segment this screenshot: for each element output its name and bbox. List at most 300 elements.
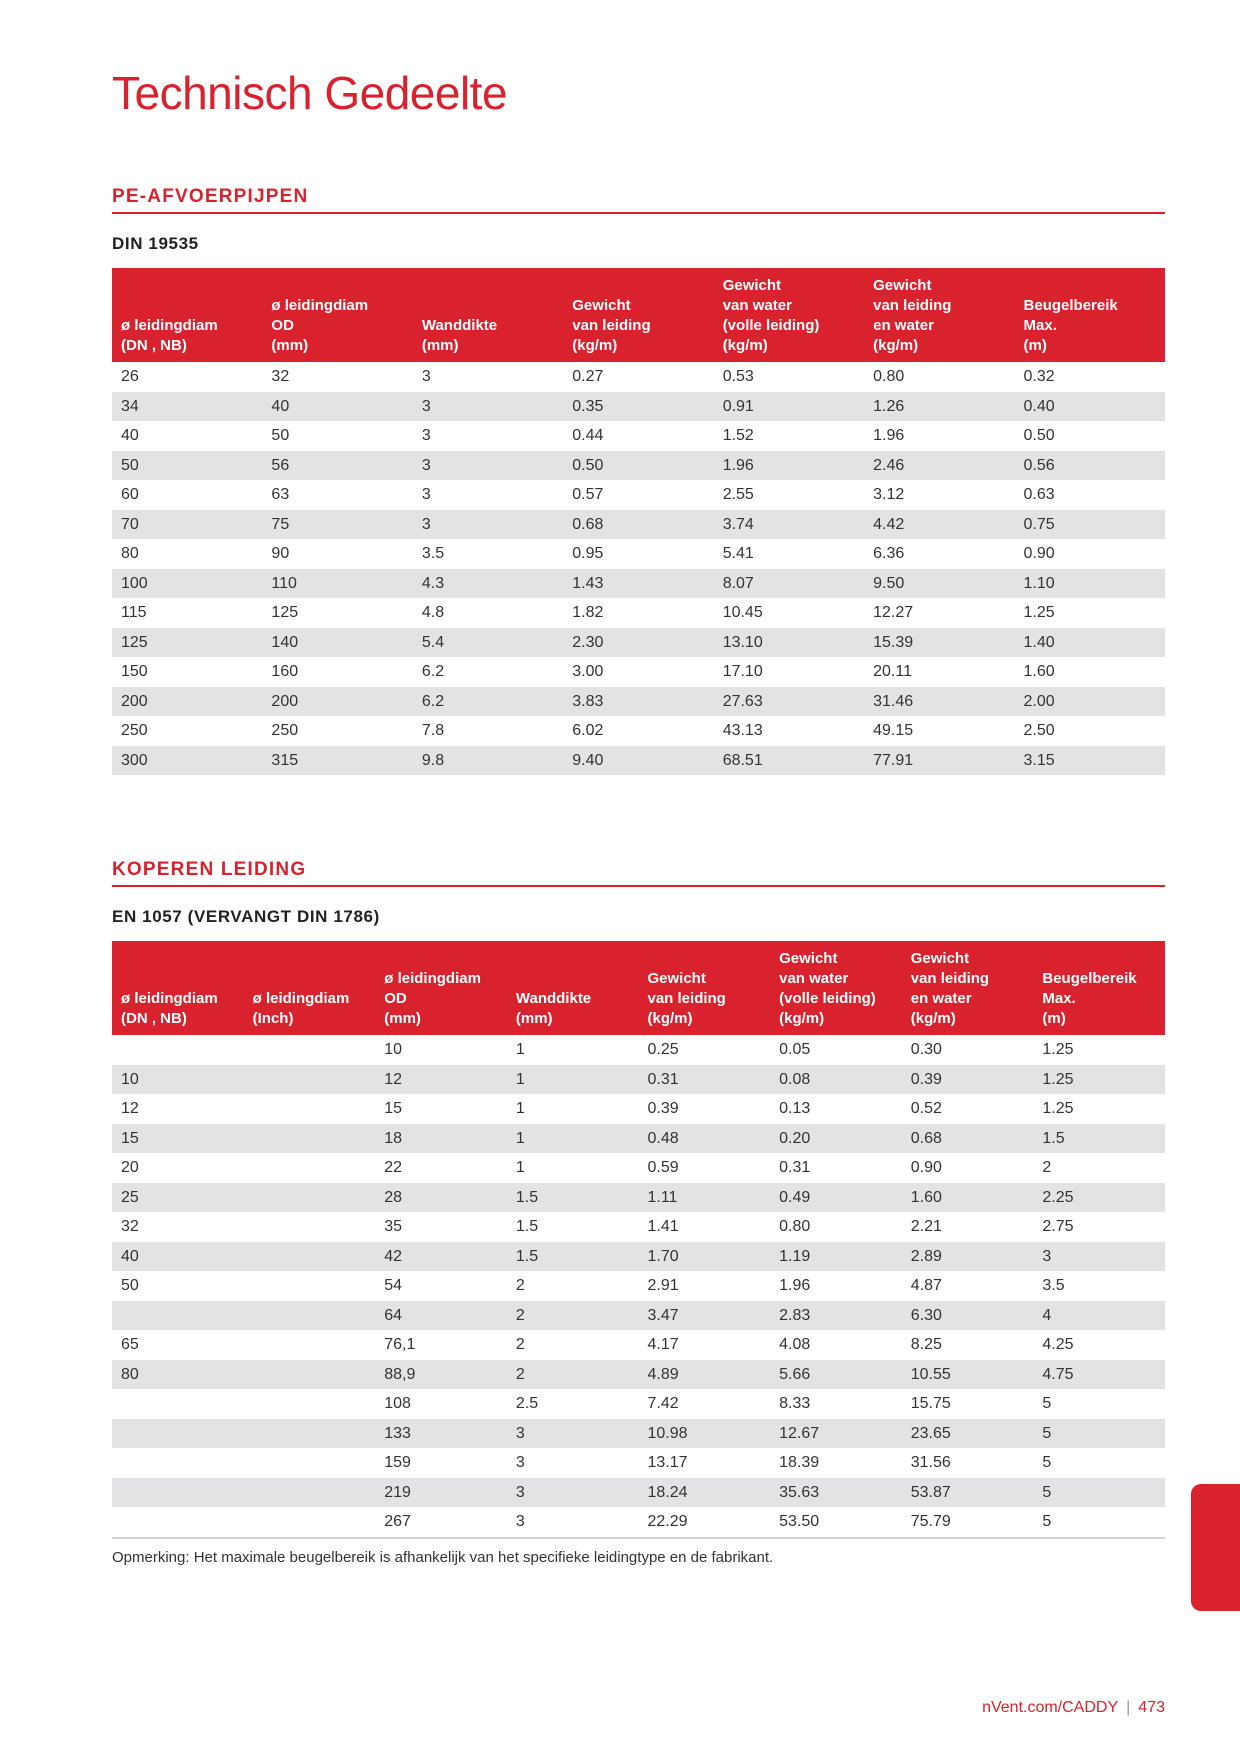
table-cell: 60 [121,486,139,503]
table-row [112,1183,1165,1213]
table-cell [244,1389,376,1419]
table-cell: 1.60 [902,1183,1034,1213]
table-cell: 63 [271,486,290,503]
table-cell: 8.33 [779,1395,811,1412]
table-cell: 10.45 [722,604,763,621]
table-cell: 1 [507,1065,639,1095]
table-cell: 2.25 [1033,1183,1165,1213]
table-cell: 0.31 [639,1065,771,1095]
table-cell: 64 [375,1301,507,1331]
table-cell: 0.48 [639,1124,771,1154]
table-row [112,1360,1165,1390]
table-note: Opmerking: Het maximale beugelbereik is afhankelijk van het specifieke leidingtype en de fabrikant. [112,1548,774,1566]
table-cell: 26 [121,368,139,385]
column-header: Beugelbereik Max. (m) [1033,941,1165,1035]
table-cell: 40 [121,427,139,444]
table-cell: 1.70 [639,1242,771,1272]
column-header: Gewicht van leiding en water (kg/m) [902,941,1034,1035]
table-cell: 3.74 [714,510,864,540]
table-cell: 40 [262,392,412,422]
table-body [112,362,1165,775]
table-cell: 4 [1033,1301,1165,1331]
table-cell: 2.75 [1042,1218,1074,1235]
table-cell: 31.46 [864,687,1014,717]
table-cell: 5 [1042,1454,1052,1471]
table-cell: 35.63 [770,1478,902,1508]
table-cell: 3 [421,368,431,385]
table-cell: 53.87 [902,1478,1034,1508]
table-cell: 50 [121,1277,139,1294]
table-cell: 0.50 [563,451,713,481]
table-cell: 20.11 [873,663,912,680]
table-cell: 6.30 [902,1301,1034,1331]
table-cell: 3.47 [639,1301,771,1331]
table-cell: 3 [1033,1242,1165,1272]
table-cell: 1.5 [507,1183,639,1213]
section-heading: KOPEREN LEIDING [112,859,1165,887]
table-cell: 0.05 [779,1041,811,1058]
table-cell: 315 [262,746,412,776]
table-cell: 1.5 [507,1242,639,1272]
table-cell: 3 [515,1513,525,1530]
table-cell [244,1183,376,1213]
column-header: ø leidingdiam (Inch) [244,941,376,1035]
table-cell: 53.50 [779,1513,820,1530]
table-cell: 5.41 [722,545,754,562]
table-cell [112,1419,244,1449]
table-cell: 3.83 [563,687,713,717]
table-cell: 75 [262,510,412,540]
table-cell: 6.02 [572,722,604,739]
table-cell: 1 [507,1124,639,1154]
table-row [112,1094,1165,1124]
table-cell: 2.00 [1015,687,1165,717]
table-cell [112,1507,244,1537]
table-cell: 12 [375,1065,507,1095]
table-cell: 10.98 [639,1419,771,1449]
table-cell: 2.21 [910,1218,942,1235]
table-body [112,1035,1165,1537]
table-cell: 23.65 [902,1419,1034,1449]
table-row [112,1330,1165,1360]
table-cell: 4.3 [413,569,563,599]
table-cell: 1.5 [515,1218,539,1235]
copper-table-wrapper [112,941,1165,1539]
table-cell: 77.91 [864,746,1014,776]
table-cell: 2.55 [722,486,754,503]
table-cell: 0.52 [910,1100,942,1117]
table-cell: 13.17 [647,1454,688,1471]
table-cell: 0.39 [902,1065,1034,1095]
table-row [112,569,1165,599]
column-header: ø leidingdiam OD (mm) [262,268,412,362]
table-cell: 50 [112,451,262,481]
table-cell: 0.20 [770,1124,902,1154]
table-cell: 18.24 [639,1478,771,1508]
table-row [112,1301,1165,1331]
table-cell: 3.5 [421,545,445,562]
table-cell: 3.5 [1042,1277,1065,1294]
table-cell: 13.10 [714,628,864,658]
table-cell: 18 [375,1124,507,1154]
table-cell: 140 [262,628,412,658]
table-cell: 2.91 [647,1277,679,1294]
table-cell: 0.49 [770,1183,902,1213]
table-cell: 75.79 [910,1513,951,1530]
table-cell: 1.19 [770,1242,902,1272]
table-row [112,1389,1165,1419]
table-header-row [112,268,1165,362]
table-cell: 80 [121,545,139,562]
table-cell: 54 [384,1277,403,1294]
table-cell: 3 [421,427,431,444]
table-cell: 49.15 [873,722,914,739]
table-cell: 0.27 [572,368,604,385]
table-cell: 0.90 [910,1159,942,1176]
table-cell [244,1065,376,1095]
table-cell: 1.60 [1023,663,1055,680]
table-cell: 22 [384,1159,403,1176]
table-cell [244,1478,376,1508]
table-cell: 2.5 [515,1395,539,1412]
table-cell [244,1124,376,1154]
table-cell: 4.42 [864,510,1014,540]
table-cell: 250 [121,722,148,739]
table-row [112,392,1165,422]
table-row [112,746,1165,776]
table-cell: 2.50 [1023,722,1055,739]
table-cell: 0.44 [572,427,604,444]
section-subheading: DIN 19535 [112,234,199,253]
table-cell: 90 [271,545,290,562]
table-cell: 2.89 [902,1242,1034,1272]
table-cell: 3 [507,1419,639,1449]
table-cell: 1 [515,1100,525,1117]
table-cell: 1.25 [1042,1041,1074,1058]
table-cell: 150 [121,663,148,680]
table-cell: 0.59 [647,1159,679,1176]
table-cell: 2.83 [770,1301,902,1331]
table-cell: 159 [384,1454,411,1471]
table-cell [244,1153,376,1183]
table-cell: 0.40 [1015,392,1165,422]
table-row [112,657,1165,687]
table-cell: 68.51 [714,746,864,776]
table-cell: 0.80 [873,368,905,385]
table-cell: 25 [112,1183,244,1213]
table-cell: 108 [384,1395,411,1412]
table-cell: 32 [271,368,290,385]
column-header: Gewicht van leiding (kg/m) [639,941,771,1035]
table-row [112,1153,1165,1183]
table-cell: 65 [121,1336,139,1353]
table-cell: 1.5 [1033,1124,1165,1154]
table-cell: 4.89 [639,1360,771,1390]
table-cell [244,1448,376,1478]
table-cell: 5 [1042,1395,1052,1412]
footer-separator: | [1126,1699,1131,1716]
table-row [112,1035,1165,1065]
table-row [112,1448,1165,1478]
table-cell [112,1478,244,1508]
table-cell: 0.53 [722,368,754,385]
table-cell: 133 [375,1419,507,1449]
table-cell [112,1301,244,1331]
table-cell: 1.26 [864,392,1014,422]
table-cell: 2.46 [864,451,1014,481]
table-cell: 0.91 [714,392,864,422]
table-row [112,628,1165,658]
column-header: ø leidingdiam OD (mm) [375,941,507,1035]
column-header: Beugelbereik Max. (m) [1015,268,1165,362]
table-cell: 4.08 [779,1336,811,1353]
table-cell [112,1035,244,1065]
table-cell [244,1094,376,1124]
table-cell: 56 [262,451,412,481]
table-cell: 4.75 [1033,1360,1165,1390]
section-subheading: EN 1057 (VERVANGT DIN 1786) [112,907,380,926]
table-row [112,480,1165,510]
table-cell: 28 [375,1183,507,1213]
table-cell [244,1271,376,1301]
table-row [112,539,1165,569]
table-cell: 3.15 [1015,746,1165,776]
table-cell: 5 [1033,1478,1165,1508]
table-cell: 5 [1033,1419,1165,1449]
table-cell: 5 [1042,1513,1052,1530]
table-cell [112,1448,244,1478]
table-cell: 9.40 [563,746,713,776]
table-cell: 0.90 [1023,545,1055,562]
table-cell: 7.8 [421,722,445,739]
page-title: Technisch Gedeelte [112,67,508,119]
table-cell: 300 [112,746,262,776]
table-cell: 1.96 [779,1277,811,1294]
table-cell: 200 [112,687,262,717]
table-cell: 31.56 [910,1454,951,1471]
table-cell: 3.00 [572,663,604,680]
table-cell: 125 [271,604,299,621]
column-header: ø leidingdiam (DN , NB) [112,941,244,1035]
table-cell [244,1212,376,1242]
table-cell [244,1507,376,1537]
table-cell: 0.08 [770,1065,902,1095]
table-cell: 0.31 [779,1159,811,1176]
column-header: ø leidingdiam (DN , NB) [112,268,262,362]
table-cell: 1.82 [572,604,604,621]
table-cell: 2 [1042,1159,1052,1176]
pe-pipe-table [112,268,1165,775]
table-cell: 3.12 [873,486,905,503]
table-cell: 1.10 [1015,569,1165,599]
table-cell: 3 [507,1478,639,1508]
table-cell: 8.25 [910,1336,942,1353]
table-cell: 2 [515,1277,525,1294]
table-row [112,1124,1165,1154]
table-cell: 0.68 [902,1124,1034,1154]
table-cell: 1.25 [1023,604,1055,621]
table-cell: 267 [384,1513,411,1530]
table-cell: 3 [413,392,563,422]
table-cell: 12 [121,1100,139,1117]
table-cell: 35 [384,1218,403,1235]
table-cell: 110 [262,569,412,599]
table-row [112,1065,1165,1095]
table-cell: 42 [375,1242,507,1272]
table-cell: 9.50 [864,569,1014,599]
table-cell: 1.25 [1033,1065,1165,1095]
column-header: Wanddikte (mm) [413,268,563,362]
table-cell [112,1389,244,1419]
table-cell: 76,1 [384,1336,416,1353]
table-cell: 15.39 [864,628,1014,658]
table-cell: 88,9 [375,1360,507,1390]
table-cell: 34 [112,392,262,422]
table-cell: 32 [121,1218,139,1235]
table-cell: 2 [515,1336,525,1353]
section-koperen-leiding [112,859,1165,1566]
table-cell: 80 [112,1360,244,1390]
table-cell: 0.80 [779,1218,811,1235]
table-cell: 4.87 [910,1277,942,1294]
table-cell: 0.63 [1023,486,1055,503]
table-row [112,510,1165,540]
table-cell: 0.30 [910,1041,942,1058]
table-row [112,1271,1165,1301]
table-cell: 22.29 [647,1513,688,1530]
table-cell: 1.52 [722,427,754,444]
table-cell: 0.35 [563,392,713,422]
table-row [112,687,1165,717]
table-cell: 4.17 [647,1336,679,1353]
table-cell [244,1035,376,1065]
table-cell: 8.07 [714,569,864,599]
table-cell: 0.95 [572,545,604,562]
table-cell: 3 [515,1454,525,1471]
table-row [112,716,1165,746]
column-header: Gewicht van water (volle leiding) (kg/m) [714,268,864,362]
table-cell: 6.36 [873,545,905,562]
table-cell: 1.41 [647,1218,679,1235]
table-cell: 0.32 [1023,368,1055,385]
footer-site-link[interactable]: nVent.com/CADDY [982,1699,1119,1716]
table-cell: 27.63 [714,687,864,717]
table-cell: 1.11 [639,1183,771,1213]
table-cell [244,1360,376,1390]
table-cell: 70 [112,510,262,540]
section-heading: PE-AFVOERPIJPEN [112,186,1165,214]
table-cell: 9.8 [413,746,563,776]
table-cell: 15.75 [910,1395,951,1412]
table-cell: 160 [271,663,299,680]
table-cell [244,1301,376,1331]
table-cell: 50 [271,427,290,444]
table-cell: 2.30 [563,628,713,658]
table-cell: 43.13 [722,722,763,739]
table-cell: 10.55 [902,1360,1034,1390]
table-cell: 10 [112,1065,244,1095]
table-row [112,421,1165,451]
copper-pipe-table [112,941,1165,1537]
table-cell: 0.50 [1023,427,1055,444]
table-row [112,1242,1165,1272]
table-cell: 0.13 [779,1100,811,1117]
table-cell: 100 [112,569,262,599]
table-cell: 5.4 [413,628,563,658]
table-cell: 4.25 [1042,1336,1074,1353]
table-cell [244,1419,376,1449]
table-cell [244,1242,376,1272]
table-cell: 0.57 [572,486,604,503]
table-row [112,1507,1165,1537]
side-tab-marker [1191,1484,1240,1611]
table-cell: 0.39 [647,1100,679,1117]
column-header: Wanddikte (mm) [507,941,639,1035]
table-cell: 2 [507,1360,639,1390]
table-cell: 3 [413,510,563,540]
table-cell: 1 [515,1041,525,1058]
column-header: Gewicht van leiding en water (kg/m) [864,268,1014,362]
table-cell: 20 [121,1159,139,1176]
table-header-row [112,941,1165,1035]
table-cell: 5.66 [770,1360,902,1390]
table-cell: 1.43 [563,569,713,599]
table-cell: 10 [384,1041,403,1058]
table-row [112,598,1165,628]
table-row [112,1419,1165,1449]
table-cell: 1.25 [1042,1100,1074,1117]
table-row [112,1212,1165,1242]
table-row [112,1478,1165,1508]
section-pe-afvoerpijpen [112,186,1165,775]
table-cell: 4.8 [421,604,445,621]
page-number: 473 [1138,1699,1165,1716]
table-cell: 1 [515,1159,525,1176]
table-cell: 115 [121,604,147,621]
table-cell: 7.42 [647,1395,679,1412]
table-cell: 1.96 [873,427,905,444]
table-cell: 1.40 [1015,628,1165,658]
column-header: Gewicht van water (volle leiding) (kg/m) [770,941,902,1035]
table-row [112,362,1165,392]
table-cell: 17.10 [722,663,763,680]
table-cell: 0.75 [1015,510,1165,540]
table-cell: 0.56 [1015,451,1165,481]
table-cell: 219 [375,1478,507,1508]
table-cell: 250 [271,722,299,739]
table-cell: 3 [421,486,431,503]
table-cell: 12.67 [770,1419,902,1449]
page-footer [982,1699,1165,1717]
table-cell: 0.25 [647,1041,679,1058]
table-cell [244,1330,376,1360]
table-cell: 2 [507,1301,639,1331]
table-cell: 6.2 [421,663,445,680]
table-row [112,451,1165,481]
table-cell: 200 [262,687,412,717]
table-cell: 15 [384,1100,403,1117]
table-cell: 40 [112,1242,244,1272]
table-cell: 15 [112,1124,244,1154]
table-cell: 12.27 [873,604,914,621]
table-cell: 125 [112,628,262,658]
table-cell: 6.2 [413,687,563,717]
table-cell: 1.96 [714,451,864,481]
table-cell: 3 [413,451,563,481]
table-cell: 0.68 [563,510,713,540]
column-header: Gewicht van leiding (kg/m) [563,268,713,362]
table-cell: 18.39 [779,1454,820,1471]
